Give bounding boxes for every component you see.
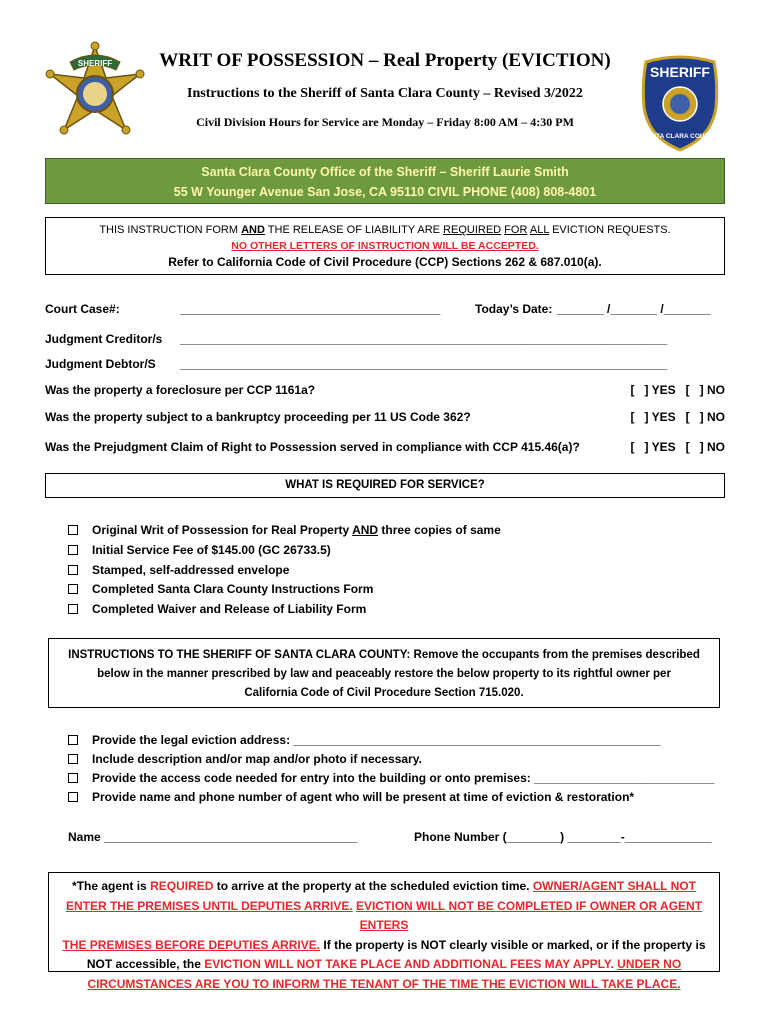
instructions-line-3: California Code of Civil Procedure Section 715.020. — [244, 687, 524, 699]
court-case-field[interactable]: _______________________________________ — [180, 302, 441, 316]
patch-title: SHERIFF — [650, 64, 710, 80]
instructions-line-1: INSTRUCTIONS TO THE SHERIFF OF SANTA CLARA COUNTY: Remove the occupants from the premises described — [68, 649, 700, 661]
document-title: WRIT OF POSSESSION – Real Property (EVICTION) — [159, 50, 611, 71]
checkbox-icon[interactable] — [68, 584, 78, 594]
provide-address-item: Provide the legal eviction address: _______________________________________________________ — [68, 733, 660, 747]
checkbox-icon[interactable] — [68, 792, 78, 802]
sheriff-patch — [640, 52, 720, 152]
checkbox-icon[interactable] — [68, 525, 78, 535]
provide-description-item: Include description and/or map and/or photo if necessary. — [68, 752, 422, 766]
agent-contact-row — [68, 830, 728, 844]
provide-access-code-item: Provide the access code needed for entry into the building or onto premises: ___________________________ — [68, 771, 714, 785]
banner-line-1: Santa Clara County Office of the Sheriff – Sheriff Laurie Smith — [201, 165, 569, 179]
creditor-field[interactable]: _________________________________________________________________________ — [180, 332, 668, 346]
instructions-line-2: below in the manner prescribed by law and peaceably restore the below property to its rightful owner per — [97, 668, 671, 680]
question-text: Was the Prejudgment Claim of Right to Possession served in compliance with CCP 415.46(a)? — [45, 440, 580, 454]
checkbox-icon[interactable] — [68, 754, 78, 764]
question-foreclosure — [45, 383, 725, 401]
required-heading-box — [45, 473, 725, 498]
notice-line-3: Refer to California Code of Civil Procedure (CCP) Sections 262 & 687.010(a). — [168, 255, 602, 269]
patch-bottom: SANTA CLARA COUNTY — [642, 133, 718, 140]
notice-line-2: NO OTHER LETTERS OF INSTRUCTION WILL BE ACCEPTED. — [231, 240, 539, 252]
agent-name-field[interactable]: Name ______________________________________ — [68, 830, 358, 844]
sheriff-star-badge — [40, 40, 150, 150]
yes-no-checkboxes[interactable]: [ ] YES [ ] NO — [630, 440, 725, 454]
required-item: Completed Santa Clara County Instructions Form — [68, 582, 373, 596]
office-banner — [45, 158, 725, 204]
required-heading: WHAT IS REQUIRED FOR SERVICE? — [285, 479, 485, 491]
provide-agent-item: Provide name and phone number of agent who will be present at time of eviction & restoration* — [68, 790, 634, 804]
checkbox-icon[interactable] — [68, 565, 78, 575]
required-item: Original Writ of Possession for Real Property AND three copies of same — [68, 523, 501, 537]
question-prejudgment-claim — [45, 440, 725, 458]
creditor-label: Judgment Creditor/s — [45, 332, 163, 346]
requirement-notice — [45, 217, 725, 275]
notice-line-1: THIS INSTRUCTION FORM AND THE RELEASE OF LIABILITY ARE REQUIRED FOR ALL EVICTION REQUESTS. — [99, 224, 671, 236]
yes-no-checkboxes[interactable]: [ ] YES [ ] NO — [630, 383, 725, 397]
court-case-label: Court Case#: — [45, 302, 120, 316]
document-subtitle: Instructions to the Sheriff of Santa Clara County – Revised 3/2022 — [187, 86, 583, 101]
checkbox-icon[interactable] — [68, 735, 78, 745]
debtor-field[interactable]: _________________________________________________________________________ — [180, 357, 668, 371]
checkbox-icon[interactable] — [68, 545, 78, 555]
question-bankruptcy — [45, 410, 725, 428]
sheriff-instructions-box — [48, 638, 720, 708]
todays-date-field[interactable]: _______ /_______ /_______ — [557, 302, 711, 316]
required-item: Initial Service Fee of $145.00 (GC 26733.5) — [68, 543, 331, 557]
question-text: Was the property subject to a bankruptcy proceeding per 11 US Code 362? — [45, 410, 471, 424]
yes-no-checkboxes[interactable]: [ ] YES [ ] NO — [630, 410, 725, 424]
required-item: Stamped, self-addressed envelope — [68, 563, 289, 577]
creditor-row — [45, 332, 725, 350]
badge-label: SHERIFF — [77, 59, 113, 68]
debtor-label: Judgment Debtor/S — [45, 357, 156, 371]
todays-date-label: Today’s Date: — [475, 302, 553, 316]
court-case-row — [45, 302, 725, 320]
question-text: Was the property a foreclosure per CCP 1161a? — [45, 383, 316, 397]
debtor-row — [45, 357, 725, 375]
agent-notice-box: *The agent is REQUIRED to arrive at the property at the scheduled eviction time. OWNER/AGENT SHALL NOT ENTER THE PREMISES UNTIL DEPUTIES ARRIVE. EVICTION WILL NOT BE COMPLETED IF OWNER OR AGENT ENTERS THE PREMISES BEFORE DEPUTIES ARRIVE. If the property is NOT clearly visible or marked, or if the property is NOT accessible, the EVICTION WILL NOT TAKE PLACE AND ADDITIONAL FEES MAY APPLY. UNDER NO CIRCUMSTANCES ARE YOU TO INFORM THE TENANT OF THE TIME THE EVICTION WILL TAKE PLACE. — [48, 872, 720, 972]
banner-line-2: 55 W Younger Avenue San Jose, CA 95110 CIVIL PHONE (408) 808-4801 — [173, 185, 597, 199]
checkbox-icon[interactable] — [68, 773, 78, 783]
required-item: Completed Waiver and Release of Liability Form — [68, 602, 366, 616]
office-hours: Civil Division Hours for Service are Monday – Friday 8:00 AM – 4:30 PM — [196, 115, 574, 129]
agent-phone-field[interactable]: Phone Number (________) ________-_____________ — [414, 830, 712, 844]
checkbox-icon[interactable] — [68, 604, 78, 614]
